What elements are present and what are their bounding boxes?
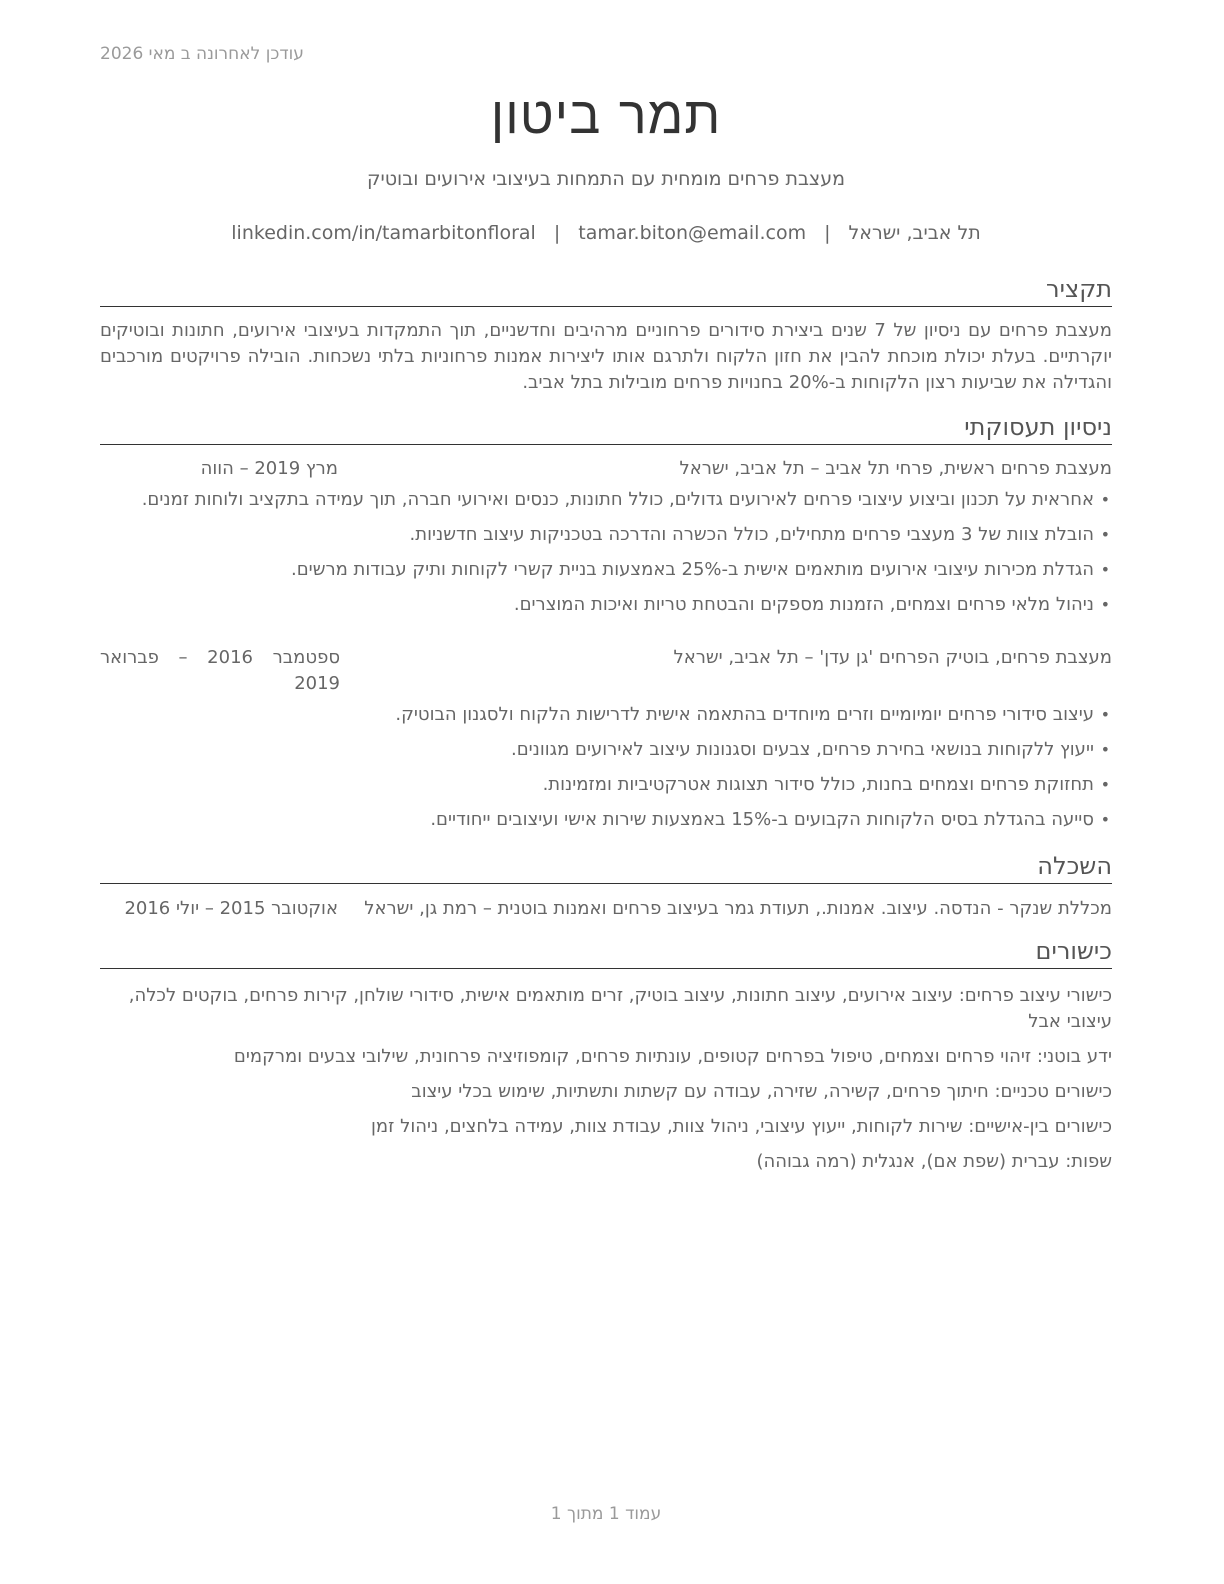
skills-row: כישורי עיצוב פרחים: עיצוב אירועים, עיצוב חתונות, עיצוב בוטיק, זרים מותאמים אישית, סידורי שולחן, קירות פרחים, בוקטים לכלה, עיצובי אבל <box>128 985 1112 1032</box>
linkedin-link[interactable]: linkedin.com/in/tamarbitonfloral <box>231 222 536 244</box>
skills-row: כישורים בין-אישיים: שירות לקוחות, ייעוץ עיצובי, ניהול צוות, עבודת צוות, עמידה בלחצים, ניהול זמן <box>371 1116 1112 1137</box>
job-header <box>100 645 1112 697</box>
education-dates: אוקטובר 2015 – יולי 2016 <box>124 898 338 919</box>
skills-row: ידע בוטני: זיהוי פרחים וצמחים, טיפול בפרחים קטופים, עונתיות פרחים, קומפוזיציה פרחונית, שילובי צבעים ומרקמים <box>233 1046 1112 1067</box>
experience-heading: ניסיון תעסוקתי <box>100 412 1112 445</box>
bullet-item: • סייעה בהגדלת בסיס הלקוחות הקבועים ב-15% באמצעות שירות אישי ועיצובים ייחודיים. <box>100 807 1112 842</box>
job-role: מעצבת פרחים, בוטיק הפרחים 'גן עדן' – תל אביב, ישראל <box>673 647 1112 668</box>
job-dates: ספטמבר 2016 – פברואר 2019 <box>100 647 340 694</box>
job-bullets <box>100 487 1112 627</box>
last-updated: עודכן לאחרונה ב מאי 2026 <box>100 44 304 64</box>
education-entry <box>100 896 1112 922</box>
separator: | <box>824 222 831 244</box>
education-heading: השכלה <box>100 851 1112 884</box>
skills-row: כישורים טכניים: חיתוך פרחים, קשירה, שזירה, עבודה עם קשתות ותשתיות, שימוש בכלי עיצוב <box>411 1081 1112 1102</box>
candidate-name: תמר ביטון <box>490 86 722 146</box>
job-header <box>100 456 1112 482</box>
skills-row: שפות: עברית (שפת אם), אנגלית (רמה גבוהה) <box>756 1151 1112 1172</box>
location: תל אביב, ישראל <box>848 222 981 244</box>
resume-page <box>100 0 1112 1584</box>
page-footer: עמוד 1 מתוך 1 <box>550 1504 662 1524</box>
summary-text: מעצבת פרחים עם ניסיון של 7 שנים ביצירת סידורים פרחוניים מרהיבים וחדשניים, תוך התמקדות בעיצובי אירועים, חתונות ובוטיקים יוקרתיים. בעלת יכולת מוכחת להבין את חזון הלקוח ולתרגם אותו ליצירות אמנות פרחוניות בלתי נשכחות. הובילה פרויקטים מורכבים והגדילה את שביעות רצון הלקוחות ב-20% בחנויות פרחים מובילות בתל אביב. <box>100 320 1112 393</box>
candidate-title: מעצבת פרחים מומחית עם התמחות בעיצובי אירועים ובוטיק <box>367 168 845 190</box>
job-role: מעצבת פרחים ראשית, פרחי תל אביב – תל אביב, ישראל <box>679 458 1112 479</box>
skills-list <box>100 983 1112 1184</box>
bullet-item: • עיצוב סידורי פרחים יומיומיים וזרים מיוחדים בהתאמה אישית לדרישות הלקוח ולסגנון הבוטיק. <box>100 702 1112 737</box>
bullet-item: • ניהול מלאי פרחים וצמחים, הזמנות מספקים והבטחת טריות ואיכות המוצרים. <box>100 592 1112 627</box>
bullet-item: • ייעוץ ללקוחות בנושאי בחירת פרחים, צבעים וסגנונות עיצוב לאירועים מגוונים. <box>100 737 1112 772</box>
education-institution: מכללת שנקר - הנדסה. עיצוב. אמנות., תעודת גמר בעיצוב פרחים ואמנות בוטנית – רמת גן, ישראל <box>364 898 1112 919</box>
separator: | <box>553 222 561 244</box>
contact-line <box>100 222 1112 244</box>
bullet-item: • הובלת צוות של 3 מעצבי פרחים מתחילים, כולל הכשרה והדרכה בטכניקות עיצוב חדשניות. <box>100 522 1112 557</box>
summary-heading: תקציר <box>100 274 1112 307</box>
bullet-item: • הגדלת מכירות עיצובי אירועים מותאמים אישית ב-25% באמצעות בניית קשרי לקוחות ותיק עבודות מרשים. <box>100 557 1112 592</box>
job-bullets <box>100 702 1112 842</box>
job-dates: מרץ 2019 – הווה <box>200 458 338 479</box>
email-link[interactable]: tamar.biton@email.com <box>578 222 807 244</box>
skills-heading: כישורים <box>100 936 1112 969</box>
bullet-item: • תחזוקת פרחים וצמחים בחנות, כולל סידור תצוגות אטרקטיביות ומזמינות. <box>100 772 1112 807</box>
bullet-item: • אחראית על תכנון וביצוע עיצובי פרחים לאירועים גדולים, כולל חתונות, כנסים ואירועי חברה, תוך עמידה בתקציב ולוחות זמנים. <box>100 487 1112 522</box>
